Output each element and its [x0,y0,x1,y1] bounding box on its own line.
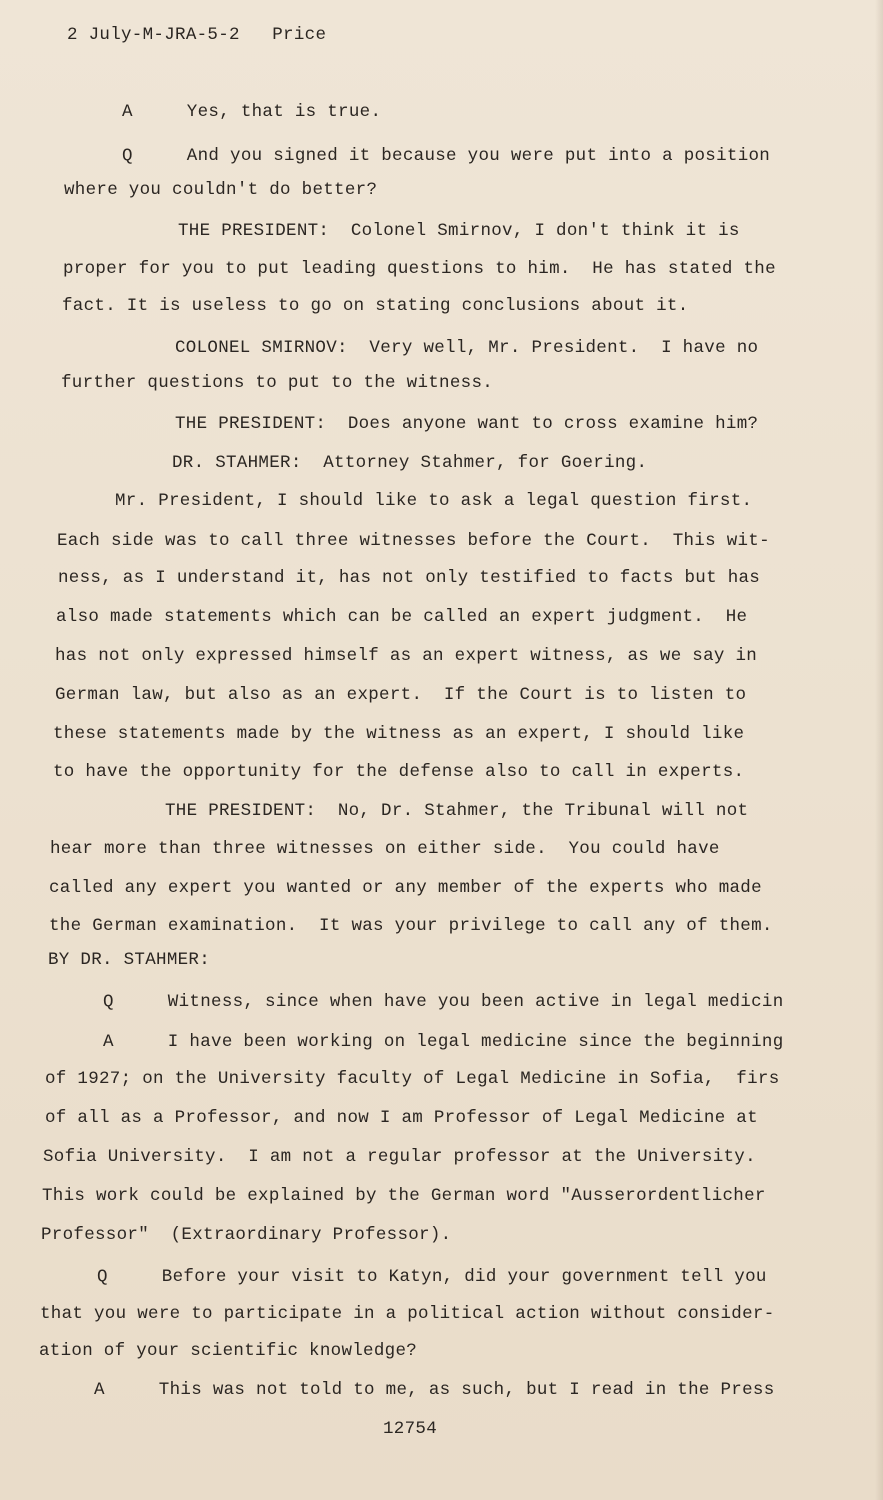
text-line: ation of your scientific knowledge? [39,1341,418,1361]
text-line: Sofia University. I am not a regular professor at the University. [43,1147,756,1167]
text-line: A I have been working on legal medicine since the beginning [103,1032,784,1052]
text-line: of 1927; on the University faculty of Legal Medicine in Sofia, firs [45,1069,780,1089]
text-line: Mr. President, I should like to ask a legal question first. [115,491,753,511]
text-line: Q Before your visit to Katyn, did your government tell you [97,1267,767,1287]
text-line: fact. It is useless to go on stating conclusions about it. [62,296,689,316]
text-line: the German examination. It was your privilege to call any of them. [49,916,773,936]
text-line: Each side was to call three witnesses before the Court. This wit- [57,531,770,551]
text-line: that you were to participate in a political action without consider- [40,1304,775,1324]
text-line: DR. STAHMER: Attorney Stahmer, for Goering. [172,453,648,473]
text-line: has not only expressed himself as an expert witness, as we say in [55,646,758,666]
text-line: THE PRESIDENT: Colonel Smirnov, I don't think it is [178,221,740,241]
page-number: 12754 [383,1419,438,1439]
text-line: This work could be explained by the German word "Ausserordentlicher [42,1186,766,1206]
text-line: German law, but also as an expert. If the Court is to listen to [55,685,747,705]
text-line: called any expert you wanted or any member of the experts who made [49,878,762,898]
text-line: these statements made by the witness as an expert, I should like [53,724,745,744]
text-line: BY DR. STAHMER: [48,950,211,970]
text-line: to have the opportunity for the defense also to call in experts. [53,762,745,782]
text-line: Q And you signed it because you were put into a position [122,146,771,166]
text-line: A This was not told to me, as such, but I read in the Press [94,1380,775,1400]
text-line: THE PRESIDENT: Does anyone want to cross examine him? [175,414,759,434]
text-line: ness, as I understand it, has not only testified to facts but has [58,568,761,588]
text-line: where you couldn't do better? [64,180,378,200]
text-line: Professor" (Extraordinary Professor). [41,1225,452,1245]
text-line: further questions to put to the witness. [61,373,494,393]
page-header: 2 July-M-JRA-5-2 Price [67,25,327,45]
text-line: Q Witness, since when have you been active in legal medicin [103,992,784,1012]
text-line: hear more than three witnesses on either side. You could have [50,839,720,859]
text-line: of all as a Professor, and now I am Professor of Legal Medicine at [45,1108,758,1128]
text-line: also made statements which can be called an expert judgment. He [56,607,748,627]
page-edge-shadow [875,0,883,1500]
text-line: proper for you to put leading questions to him. He has stated the [63,259,776,279]
text-line: COLONEL SMIRNOV: Very well, Mr. President. I have no [175,338,759,358]
text-line: THE PRESIDENT: No, Dr. Stahmer, the Tribunal will not [165,801,749,821]
text-line: A Yes, that is true. [122,102,382,122]
